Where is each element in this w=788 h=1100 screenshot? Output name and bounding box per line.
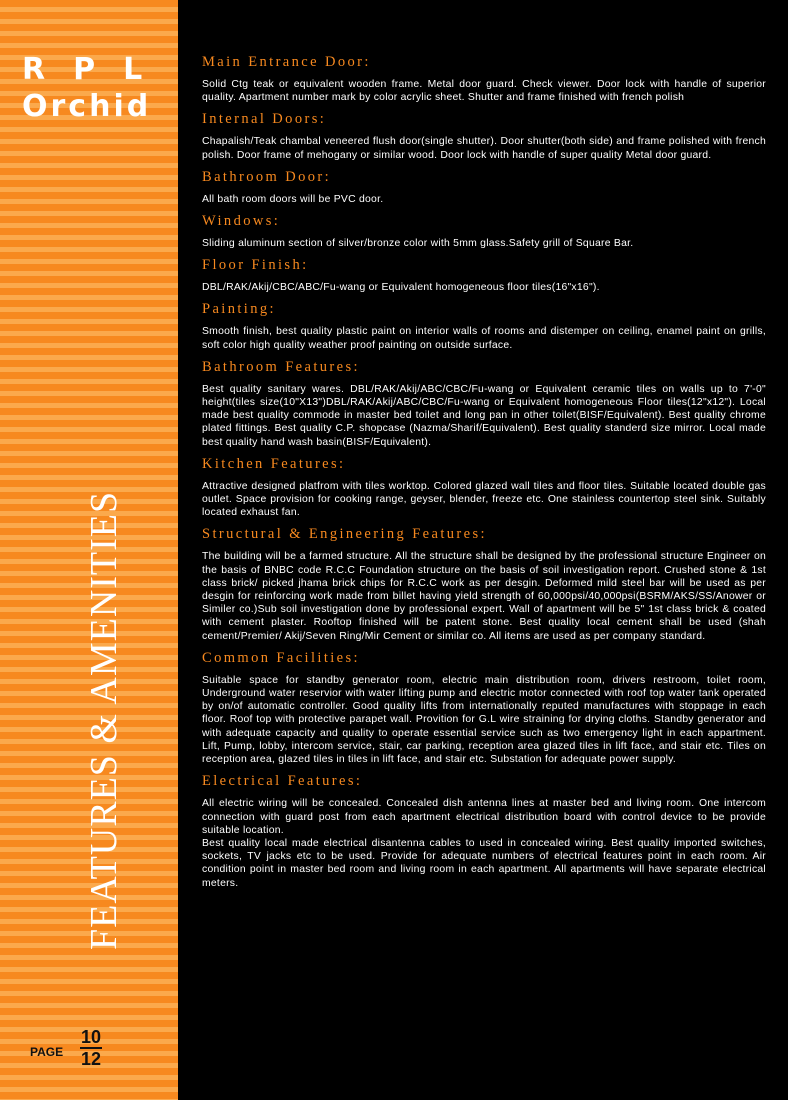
section-body: Attractive designed platfrom with tiles worktop. Colored glazed wall tiles and floor tiles. Suitable located double gas outlet. Space provision for cooking range, geyser, blender, freeze etc. One stainless countertop steel sink. Suitably located exhaust fan. [202, 480, 766, 519]
feature-section [202, 257, 766, 294]
section-body: The building will be a farmed structure. All the structure shall be designed by the professional structure Engineer on the basis of BNBC code R.C.C Foundation structure on the basis of soil investigation report. Crushed stone & 1st class brick/ picked jhama brick chips for R.C.C work as per desgin. Deformed mild steel bar will be used as per desgin for reinforcing work made from billet having yield strength of 60,000psi/40,000psi(BSRM/AKS/SS/Anower or Similer co.)Sub soil investigation done by professional expert. Wall of apartment will be 5" 1st class brick & coated with cement plaster. Rooftop finished will be patent stone. Best quality local cement shall be used (shah cement/Premier/ Akij/Seven Ring/Mir Cement or similar co. All items are used as per company standard. [202, 551, 766, 642]
section-body: All bath room doors will be PVC door. [202, 193, 384, 205]
section-body: Solid Ctg teak or equivalent wooden frame. Metal door guard. Check viewer. Door lock with handle of superior quality. Apartment number mark by color acrylic sheet. Shutter and frame finished with french polish [202, 79, 766, 104]
section-heading: Kitchen Features: [202, 455, 346, 472]
feature-section [202, 456, 766, 520]
section-heading: Common Facilities: [202, 649, 360, 666]
feature-section [202, 301, 766, 351]
section-heading: Windows: [202, 213, 281, 230]
section-heading: Bathroom Door: [202, 168, 332, 185]
feature-section [202, 359, 766, 449]
section-heading: Main Entrance Door: [202, 54, 371, 70]
sidebar [0, 0, 178, 1100]
feature-section [202, 650, 766, 766]
feature-section [202, 773, 766, 889]
brand-line-orchid: Orchid [22, 89, 152, 124]
vertical-title: FEATURES & AMENITIES [83, 490, 125, 950]
page-total: 12 [80, 1049, 102, 1069]
section-body: Suitable space for standby generator room, electric main distribution room, drivers restroom, toilet room, Underground water reservior with water lifting pump and electric motor connected with roof top water tank operated by on/of automatic controller. Good quality lifts from internationally reputed manufactures with stoppage in each floor. Roof top with protective parapet wall. Provition for G.L wire straining for drying cloths. Standby generator and with adequate capacity and quality to operate essential service such as two emergency light in each appartment. Lift, Pump, lobby, intercom service, stair, car parking, reception area glazed tiles in lift face, and stair etc. Tiles on reception area, glazed tiles in tiles in lift face, and stair etc. Substation for adequate power supply. [202, 674, 766, 766]
section-body: Best quality local made electrical disantenna cables to used in concealed wiring. Best quality imported switches, sockets, TV jacks etc to be used. Provide for adequate numbers of electrical features point in each room. Air condition point in master bed room and living room in each apartment. All apartments will have separate electrical meters. [202, 837, 766, 889]
feature-section [202, 213, 766, 250]
section-body: Smooth finish, best quality plastic paint on interior walls of rooms and distemper on ceiling, enamel paint on grills, soft color high quality weather proof painting on outside surface. [202, 326, 766, 351]
page-number [80, 1027, 102, 1069]
section-heading: Bathroom Features: [202, 358, 360, 375]
section-heading: Painting: [202, 301, 276, 318]
section-body: Best quality sanitary wares. DBL/RAK/Akij/ABC/CBC/Fu-wang or Equivalent ceramic tiles on walls up to 7'-0" height(tiles size(10"X13")DBL/RAK/Akij/ABC/CBC/Fu-wang or Equivalent homogeneous Floor tiles(12"x12"). Local made best quality commode in master bed toilet and long pan in other toilet(BISF/Equivalent). Best quality chrome plated fittings. Best quality C.P. shopcase (Nazma/Sharif/Equivalent). Best quality standerd size mirror. Local made best quality hand wash basin(BISF/Equivalent). [202, 383, 766, 448]
section-heading: Electrical Features: [202, 773, 363, 790]
section-heading: Floor Finish: [202, 257, 309, 274]
section-heading: Structural & Engineering Features: [202, 526, 487, 543]
section-body: Chapalish/Teak chambal veneered flush door(single shutter). Door shutter(both side) and frame polished with french polish. Door frame of mehogany or similar wood. Door lock with handle of super quality Metal door guard. [202, 136, 766, 161]
section-body: All electric wiring will be concealed. Concealed dish antenna lines at master bed and living room. One intercom connection with guard post from each apartment electrical distribution board with control device to be provide suitable location. [202, 798, 766, 836]
feature-section [202, 169, 766, 206]
feature-section [202, 54, 766, 104]
page-label: PAGE [30, 1045, 64, 1059]
features-content [202, 54, 766, 897]
page-current: 10 [80, 1027, 102, 1047]
feature-section [202, 526, 766, 642]
section-heading: Internal Doors: [202, 111, 327, 128]
section-body: DBL/RAK/Akij/CBC/ABC/Fu-wang or Equivalent homogeneous floor tiles(16"x16"). [202, 282, 600, 294]
brand-line-rpl: RPL [22, 52, 171, 87]
feature-section [202, 111, 766, 161]
section-body: Sliding aluminum section of silver/bronze color with 5mm glass.Safety grill of Square Bar. [202, 238, 634, 250]
brand-logo [22, 52, 172, 124]
